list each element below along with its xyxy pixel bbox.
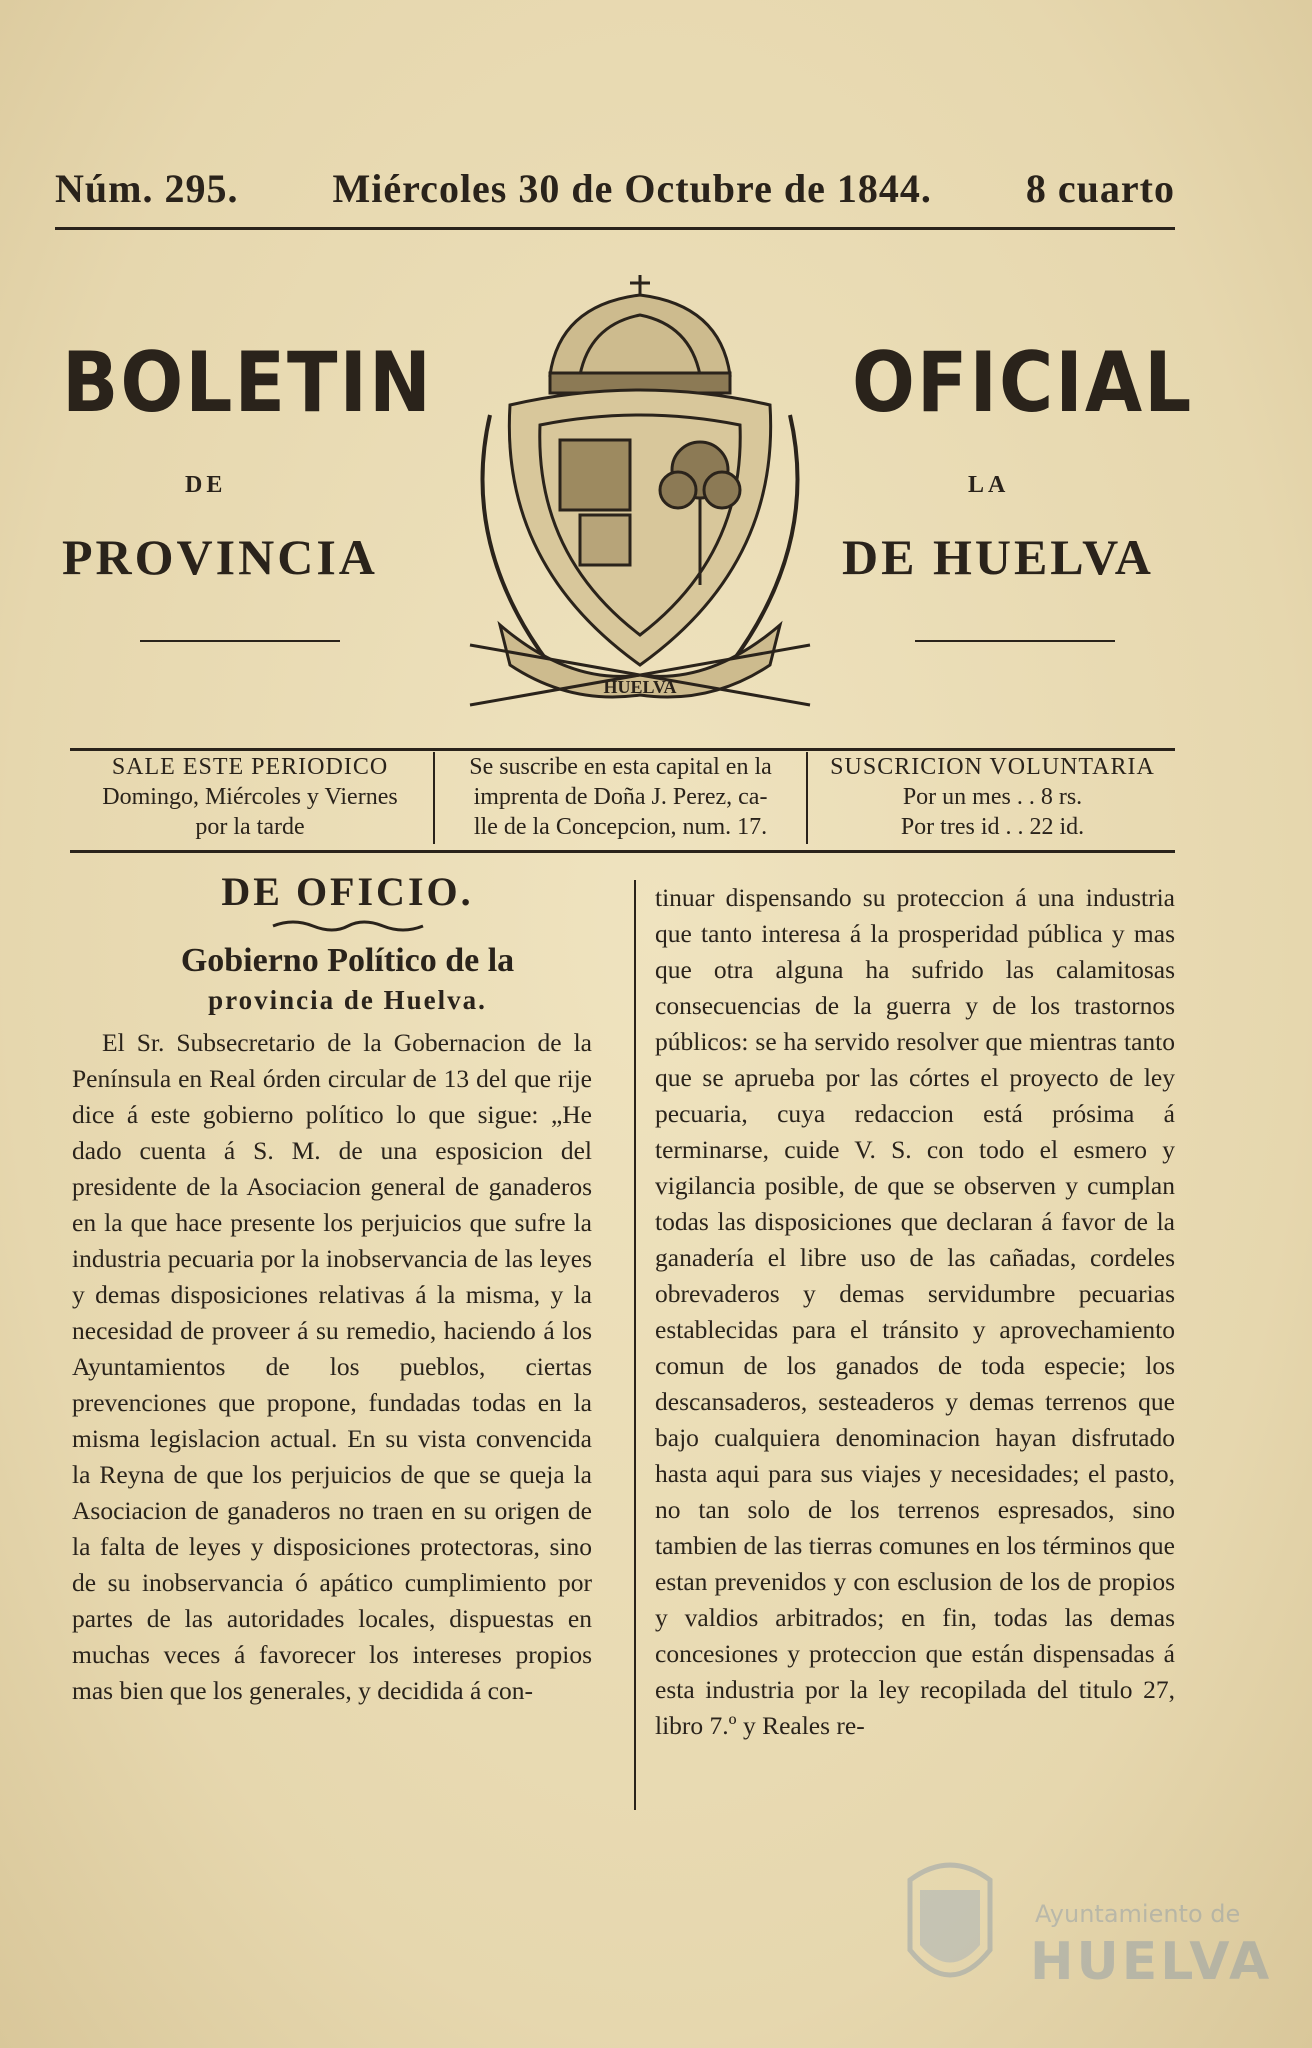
- info-bottom-rule: [70, 850, 1175, 853]
- label-la: LA: [968, 472, 1010, 498]
- masthead-left-rule: [140, 640, 340, 642]
- title-provincia: PROVINCIA: [62, 529, 378, 585]
- column-left: [72, 1025, 592, 1709]
- section-heading: DE OFICIO.: [221, 869, 474, 914]
- article-text-right: tinuar dispensando su proteccion á una industria que tanto interesa á la prosperidad pública y mas que otra alguna ha sufrido las calamitosas consecuencias de la guerra y de los trastornos públicos: se ha servido resolver que mientras tanto que se aprueba por las córtes el proyecto de ley pecuaria, cuya redaccion está prósima á terminarse, cuide V. S. con todo el esmero y vigilancia posible, de que se observen y cumplan todas las disposiciones que declaran á favor de la ganadería el libre uso de las cañadas, cordeles obrevaderos y demas servidumbre pecuarias establecidas para el tránsito y aprovechamiento comun de los ganados de toda especie; los descansaderos, sesteaderos y demas terrenos que bajo cualquiera denominacion hayan disfrutado hasta aqui para sus viajes y necesidades; el pasto, no tan solo de los terrenos espresados, sino tambien de las tierras comunes en los términos que estan prevenidos y con esclusion de los de propios y valdios arbitrados; en fin, todas las demas concesiones y proteccion que están dispensadas á esta industria por la ley recopilada del titulo 27, libro 7.º y Reales re-: [655, 883, 1175, 1740]
- info-divider-1: [433, 752, 435, 844]
- section-subheading-1: Gobierno Político de la: [180, 942, 515, 979]
- watermark-line1: Ayuntamiento de: [1035, 1900, 1241, 1928]
- column-divider: [634, 880, 636, 1810]
- info-suscribe-line1: Se suscribe en esta capital en la: [469, 754, 772, 780]
- issue-number: Núm. 295.: [55, 166, 239, 211]
- issue-header: [55, 165, 1175, 212]
- info-periodico-days: Domingo, Miércoles y Viernes: [102, 784, 398, 810]
- label-de: DE: [185, 472, 227, 498]
- column-right: [655, 880, 1175, 1744]
- info-box-periodico: [70, 752, 430, 844]
- masthead-right-rule: [915, 640, 1115, 642]
- issue-price: 8 cuarto: [1025, 166, 1175, 211]
- info-periodico-title: SALE ESTE PERIODICO: [111, 754, 389, 780]
- archive-shield-icon: [890, 1850, 1010, 2010]
- info-divider-2: [806, 752, 808, 844]
- article-text-left: El Sr. Subsecretario de la Gobernacion de la Península en Real órden circular de 13 del que rije dice á este gobierno político lo que sigue: „He dado cuenta á S. M. de una esposicion del presidente de la Asociacion general de ganaderos en la que hace presente los perjuicios que sufre la industria pecuaria por la inobservancia de las leyes y demas disposiciones relativas á la misma, y la necesidad de proveer á su remedio, haciendo á los Ayuntamientos de los pueblos, ciertas prevenciones que propone, fundadas todas en la misma legislacion actual. En su vista convencida la Reyna de que los perjuicios de que se queja la Asociacion de ganaderos no traen en su origen de la falta de leyes y disposiciones protectoras, sino de su inobservancia ó apático cumplimiento por partes de las autoridades locales, dispuestas en muchas veces á favorecer los intereses propios mas bien que los generales, y decidida á con-: [72, 1028, 592, 1705]
- info-suscricion-three: Por tres id . . 22 id.: [900, 814, 1085, 840]
- issue-date: Miércoles 30 de Octubre de 1844.: [332, 166, 932, 211]
- info-box-suscricion: [810, 752, 1175, 844]
- info-suscricion-month: Por un mes . . 8 rs.: [902, 784, 1083, 810]
- coat-of-arms-icon: [430, 265, 850, 715]
- header-rule: [55, 227, 1175, 230]
- title-oficial: OFICIAL: [852, 334, 1194, 432]
- watermark-line2: HUELVA: [1030, 1932, 1273, 1992]
- seal-label: HUELVA: [603, 677, 677, 697]
- info-suscricion-title: SUSCRICION VOLUNTARIA: [830, 754, 1155, 780]
- info-box-suscribe: [438, 752, 803, 844]
- info-suscribe-line3: lle de la Concepcion, num. 17.: [473, 814, 768, 840]
- info-periodico-time: por la tarde: [195, 814, 305, 840]
- archive-watermark: [890, 1840, 1290, 2040]
- title-boletin: BOLETIN: [62, 334, 433, 432]
- info-suscribe-line2: imprenta de Doña J. Perez, ca-: [473, 784, 768, 810]
- title-de-huelva: DE HUELVA: [842, 529, 1154, 585]
- info-top-rule: [70, 748, 1175, 751]
- section-subheading-2: provincia de Huelva.: [208, 985, 487, 1015]
- ornament-icon: [268, 918, 428, 934]
